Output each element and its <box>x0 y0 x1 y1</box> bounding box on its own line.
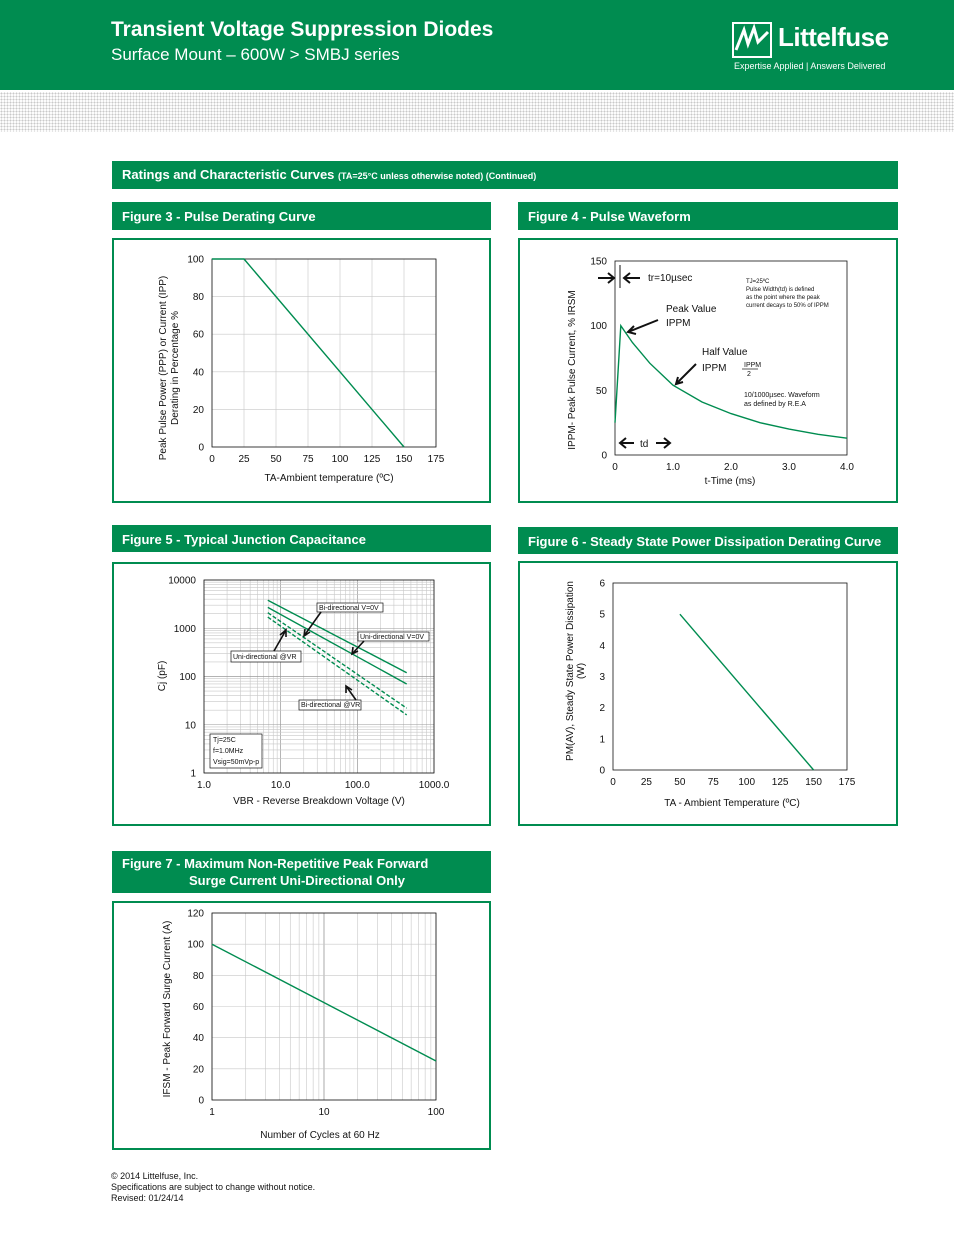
fig7-title-1: Figure 7 - Maximum Non-Repetitive Peak Forward <box>122 856 429 871</box>
fig6-xtick-label: 100 <box>738 777 756 788</box>
page-header <box>0 0 954 90</box>
fig6-title-bar <box>518 527 898 554</box>
fig4-waveform-2: as defined by R.E.A <box>744 401 806 408</box>
fig4-peak-arrow-icon <box>628 320 658 334</box>
fig3-ticks <box>187 255 444 466</box>
fig7-ytick-label: 60 <box>192 1002 204 1013</box>
fig4-title: Figure 4 - Pulse Waveform <box>528 209 691 224</box>
fig6-ytick-label: 3 <box>599 672 605 683</box>
fig7-xlabel: Number of Cycles at 60 Hz <box>260 1130 380 1141</box>
fig7-panel <box>112 901 491 1150</box>
fig5-arrow-bivr-icon <box>346 686 356 700</box>
fig4-waveform-1: 10/1000µsec. Waveform <box>744 392 820 399</box>
page-footer <box>111 1171 315 1204</box>
fig7-ytick-label: 120 <box>187 908 204 920</box>
fig4-tr-arrow-icon <box>598 273 614 283</box>
fig5-chart <box>114 564 493 828</box>
fig4-title-bar <box>518 202 898 230</box>
fig4-half-arrow-icon <box>676 364 696 384</box>
fig4-half-frac-num: IPPM <box>744 362 762 369</box>
fig4-panel <box>518 238 898 503</box>
fig7-xtick-label: 1 <box>209 1107 215 1118</box>
fig4-xlabel: t-Time (ms) <box>704 476 756 487</box>
fig7-chart <box>114 903 493 1152</box>
fig6-plot-frame <box>613 583 847 770</box>
fig3-ylabel-1: Peak Pulse Power (PPP) or Current (IPP) <box>158 275 169 461</box>
fig4-xtick-label: 0 <box>612 462 618 473</box>
fig4-peak-label: Peak Value <box>666 304 717 315</box>
fig6-ytick-label: 0 <box>599 765 605 777</box>
littelfuse-mark-icon <box>732 22 772 58</box>
fig7-ytick-label: 0 <box>198 1095 204 1107</box>
fig3-title-bar <box>112 202 491 230</box>
fig6-xtick-label: 75 <box>707 777 719 788</box>
document-title: Transient Voltage Suppression Diodes <box>111 18 494 41</box>
fig4-td-label: td <box>640 439 649 450</box>
decorative-dot-pattern <box>0 92 954 132</box>
fig3-xtick-label: 150 <box>395 454 413 465</box>
fig5-title: Figure 5 - Typical Junction Capacitance <box>122 532 366 547</box>
fig3-xtick-label: 175 <box>427 454 445 465</box>
fig5-cond-3: Vsig=50mVp-p <box>213 759 260 766</box>
fig5-cond-2: f=1.0MHz <box>213 748 244 755</box>
fig3-ytick-label: 20 <box>192 404 204 416</box>
fig7-title-2: Surge Current Uni-Directional Only <box>189 873 405 888</box>
fig5-ytick-label: 10000 <box>168 575 196 587</box>
fig4-tr-arrow-back-icon <box>624 273 640 283</box>
fig7-grid <box>212 913 436 1100</box>
fig4-ytick-label: 0 <box>601 450 607 462</box>
fig7-ytick-label: 80 <box>192 970 204 982</box>
fig4-note-4: current decays to 50% of IPPM <box>746 303 829 309</box>
fig4-note-1: TJ=25ºC <box>746 279 770 285</box>
logo-wordmark: Littelfuse <box>778 22 889 52</box>
fig7-ticks <box>187 909 444 1119</box>
fig4-half-frac-den: 2 <box>747 371 751 378</box>
fig5-ytick-label: 10 <box>184 720 196 732</box>
fig6-xtick-label: 0 <box>610 777 616 788</box>
fig6-xlabel: TA - Ambient Temperature (ºC) <box>664 798 800 809</box>
fig6-ytick-label: 5 <box>599 609 605 621</box>
fig5-panel <box>112 562 491 826</box>
fig5-label-univr: Uni-directional @VR <box>233 654 297 661</box>
fig6-grid <box>613 583 847 770</box>
fig6-title: Figure 6 - Steady State Power Dissipation Derating Curve <box>528 534 882 549</box>
fig7-ytick-label: 40 <box>192 1033 204 1045</box>
fig6-xtick-label: 25 <box>640 777 652 788</box>
fig6-xtick-label: 125 <box>771 777 789 788</box>
logo-tagline: Expertise Applied | Answers Delivered <box>734 61 886 71</box>
fig4-tr-label: tr=10µsec <box>648 273 693 284</box>
fig4-note-2: Pulse Width(td) is defined <box>746 287 815 293</box>
fig3-ytick-label: 0 <box>198 442 204 454</box>
fig3-xtick-label: 125 <box>363 454 381 465</box>
fig4-series-line-0 <box>615 326 847 439</box>
fig6-xtick-label: 175 <box>838 777 856 788</box>
fig4-xtick-label: 3.0 <box>782 462 796 473</box>
banner-note: (TA=25°C unless otherwise noted) (Continued) <box>338 171 537 181</box>
fig4-ylabel: IPPM- Peak Pulse Current, % IRSM <box>567 290 578 450</box>
fig3-xtick-label: 25 <box>238 454 250 465</box>
fig3-xtick-label: 50 <box>270 454 282 465</box>
fig5-ylabel: Cj (pF) <box>157 660 168 692</box>
document-subtitle: Surface Mount – 600W > SMBJ series <box>111 45 400 64</box>
fig4-ytick-label: 150 <box>590 256 607 268</box>
fig4-td-right-arrow-icon <box>656 438 670 448</box>
footer-revised: Revised: 01/24/14 <box>111 1193 184 1203</box>
fig3-ytick-label: 100 <box>187 254 204 266</box>
fig4-xtick-label: 2.0 <box>724 462 738 473</box>
footer-disclaimer: Specifications are subject to change without notice. <box>111 1182 316 1192</box>
littelfuse-logo <box>732 20 902 75</box>
fig4-peak-sym: IPPM <box>666 318 691 329</box>
fig7-ytick-label: 20 <box>192 1064 204 1076</box>
fig5-cond-1: Tj=25C <box>213 737 236 744</box>
fig6-ytick-label: 1 <box>599 734 605 746</box>
fig3-xtick-label: 0 <box>209 454 215 465</box>
fig4-td-left-arrow-icon <box>620 438 634 448</box>
fig6-curves <box>680 614 814 770</box>
fig5-label-uni0: Uni-directional V=0V <box>360 634 425 641</box>
fig3-ytick-label: 40 <box>192 367 204 379</box>
banner-title: Ratings and Characteristic Curves <box>122 167 335 182</box>
fig3-title: Figure 3 - Pulse Derating Curve <box>122 209 316 224</box>
footer-copyright: © 2014 Littelfuse, Inc. <box>111 1171 199 1181</box>
fig4-half-label: Half Value <box>702 347 748 358</box>
fig5-ytick-label: 1 <box>190 768 196 780</box>
fig7-xtick-label: 10 <box>318 1107 330 1118</box>
fig4-xtick-label: 1.0 <box>666 462 680 473</box>
fig6-panel <box>518 561 898 826</box>
fig3-ytick-label: 80 <box>192 292 204 304</box>
fig3-ytick-label: 60 <box>192 329 204 341</box>
fig6-ylabel-2: (W) <box>576 662 587 680</box>
fig5-xtick-label: 10.0 <box>270 780 291 791</box>
fig7-ylabel: IFSM - Peak Forward Surge Current (A) <box>162 920 173 1098</box>
fig3-xlabel: TA-Ambient temperature (ºC) <box>264 473 394 484</box>
fig5-label-bivr: Bi-directional @VR <box>301 702 361 709</box>
fig5-label-bi0: Bi-directional V=0V <box>319 605 379 612</box>
fig6-ylabel-1: PM(AV), Steady State Power Dissipation <box>565 581 576 761</box>
fig6-ticks <box>599 579 855 789</box>
fig6-series-line-0 <box>680 614 814 770</box>
fig6-chart <box>520 563 900 828</box>
fig4-note-3: as the point where the peak <box>746 295 820 301</box>
fig5-title-bar <box>112 525 491 552</box>
fig7-ytick-label: 100 <box>187 939 204 951</box>
fig6-ytick-label: 2 <box>599 703 605 715</box>
fig6-ytick-label: 6 <box>599 578 605 590</box>
fig6-xtick-label: 50 <box>674 777 686 788</box>
fig6-ytick-label: 4 <box>599 640 605 652</box>
fig4-xtick-label: 4.0 <box>840 462 854 473</box>
section-banner <box>112 161 898 189</box>
fig5-xtick-label: 100.0 <box>344 780 370 791</box>
fig5-xtick-label: 1000.0 <box>418 780 450 791</box>
fig4-curves <box>615 326 847 439</box>
fig3-ylabel-2: Derating in Percentage % <box>170 311 181 425</box>
fig4-ytick-label: 100 <box>590 321 607 333</box>
fig3-xtick-label: 100 <box>331 454 349 465</box>
fig5-xlabel: VBR - Reverse Breakdown Voltage (V) <box>233 796 405 807</box>
fig5-ytick-label: 1000 <box>173 623 196 635</box>
fig3-xtick-label: 75 <box>302 454 314 465</box>
fig5-xtick-label: 1.0 <box>197 780 211 791</box>
fig5-series-line-1 <box>268 607 407 684</box>
fig7-xtick-label: 100 <box>427 1107 445 1118</box>
fig3-chart <box>114 240 493 505</box>
fig4-ytick-label: 50 <box>595 385 607 397</box>
fig4-half-sym: IPPM <box>702 363 727 374</box>
fig6-xtick-label: 150 <box>805 777 822 788</box>
fig4-chart <box>520 240 900 505</box>
fig7-title-bar <box>112 851 491 893</box>
fig3-panel <box>112 238 491 503</box>
fig5-ytick-label: 100 <box>179 672 196 683</box>
